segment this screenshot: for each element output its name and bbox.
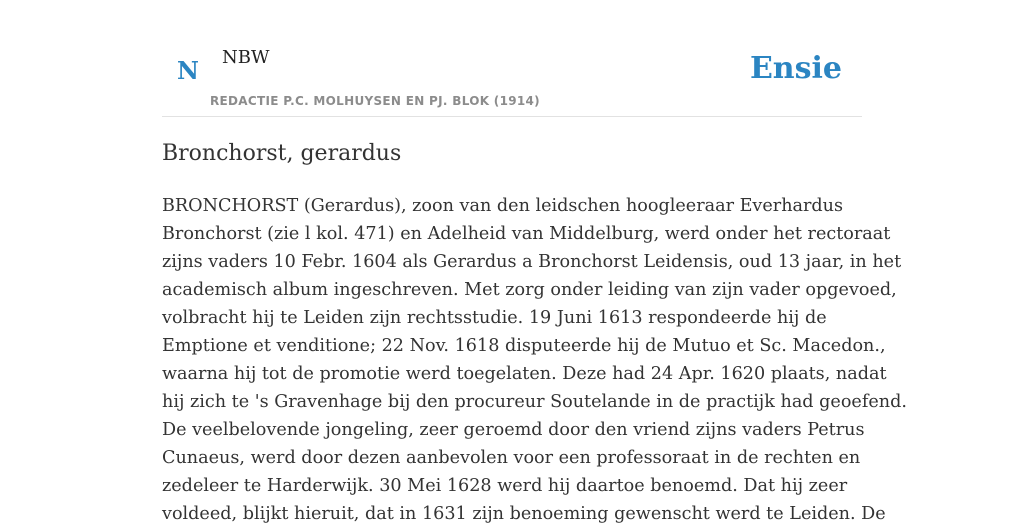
article-line: BRONCHORST (Gerardus), zoon van den leidschen hoogleeraar Everhardus (162, 196, 844, 216)
source-logo-icon[interactable]: N (177, 56, 199, 85)
brand-logo[interactable]: Ensie (749, 51, 842, 86)
article-line: academisch album ingeschreven. Met zorg onder leiding van zijn vader opgevoed, (162, 280, 897, 300)
article-line: voldeed, blijkt hieruit, dat in 1631 zijn benoeming gewenscht werd te Leiden. De (162, 504, 886, 524)
article-line: Bronchorst (zie l kol. 471) en Adelheid van Middelburg, werd onder het rectoraat (162, 224, 891, 244)
article-body (162, 192, 907, 528)
source-editors: REDACTIE P.C. MOLHUYSEN EN PJ. BLOK (1914) (210, 94, 540, 108)
article-line: zijns vaders 10 Febr. 1604 als Gerardus a Bronchorst Leidensis, oud 13 jaar, in het (162, 252, 902, 272)
article-line: zedeleer te Harderwijk. 30 Mei 1628 werd hij daartoe benoemd. Dat hij zeer (162, 476, 848, 496)
source-name[interactable]: NBW (222, 47, 270, 68)
article-line: waarna hij tot de promotie werd toegelaten. Deze had 24 Apr. 1620 plaats, nadat (162, 364, 887, 384)
article-line: Cunaeus, werd door dezen aanbevolen voor een professoraat in de rechten en (162, 448, 861, 468)
article-line: Emptione et venditione; 22 Nov. 1618 disputeerde hij de Mutuo et Sc. Macedon., (162, 336, 886, 356)
article-line: volbracht hij te Leiden zijn rechtsstudie. 19 Juni 1613 respondeerde hij de (162, 308, 827, 328)
article-line: hij zich te 's Gravenhage bij den procureur Soutelande in de practijk had geoefend. (162, 392, 907, 412)
article-line: De veelbelovende jongeling, zeer geroemd door den vriend zijns vaders Petrus (162, 420, 865, 440)
article-title: Bronchorst, gerardus (162, 141, 402, 166)
header (162, 0, 862, 117)
